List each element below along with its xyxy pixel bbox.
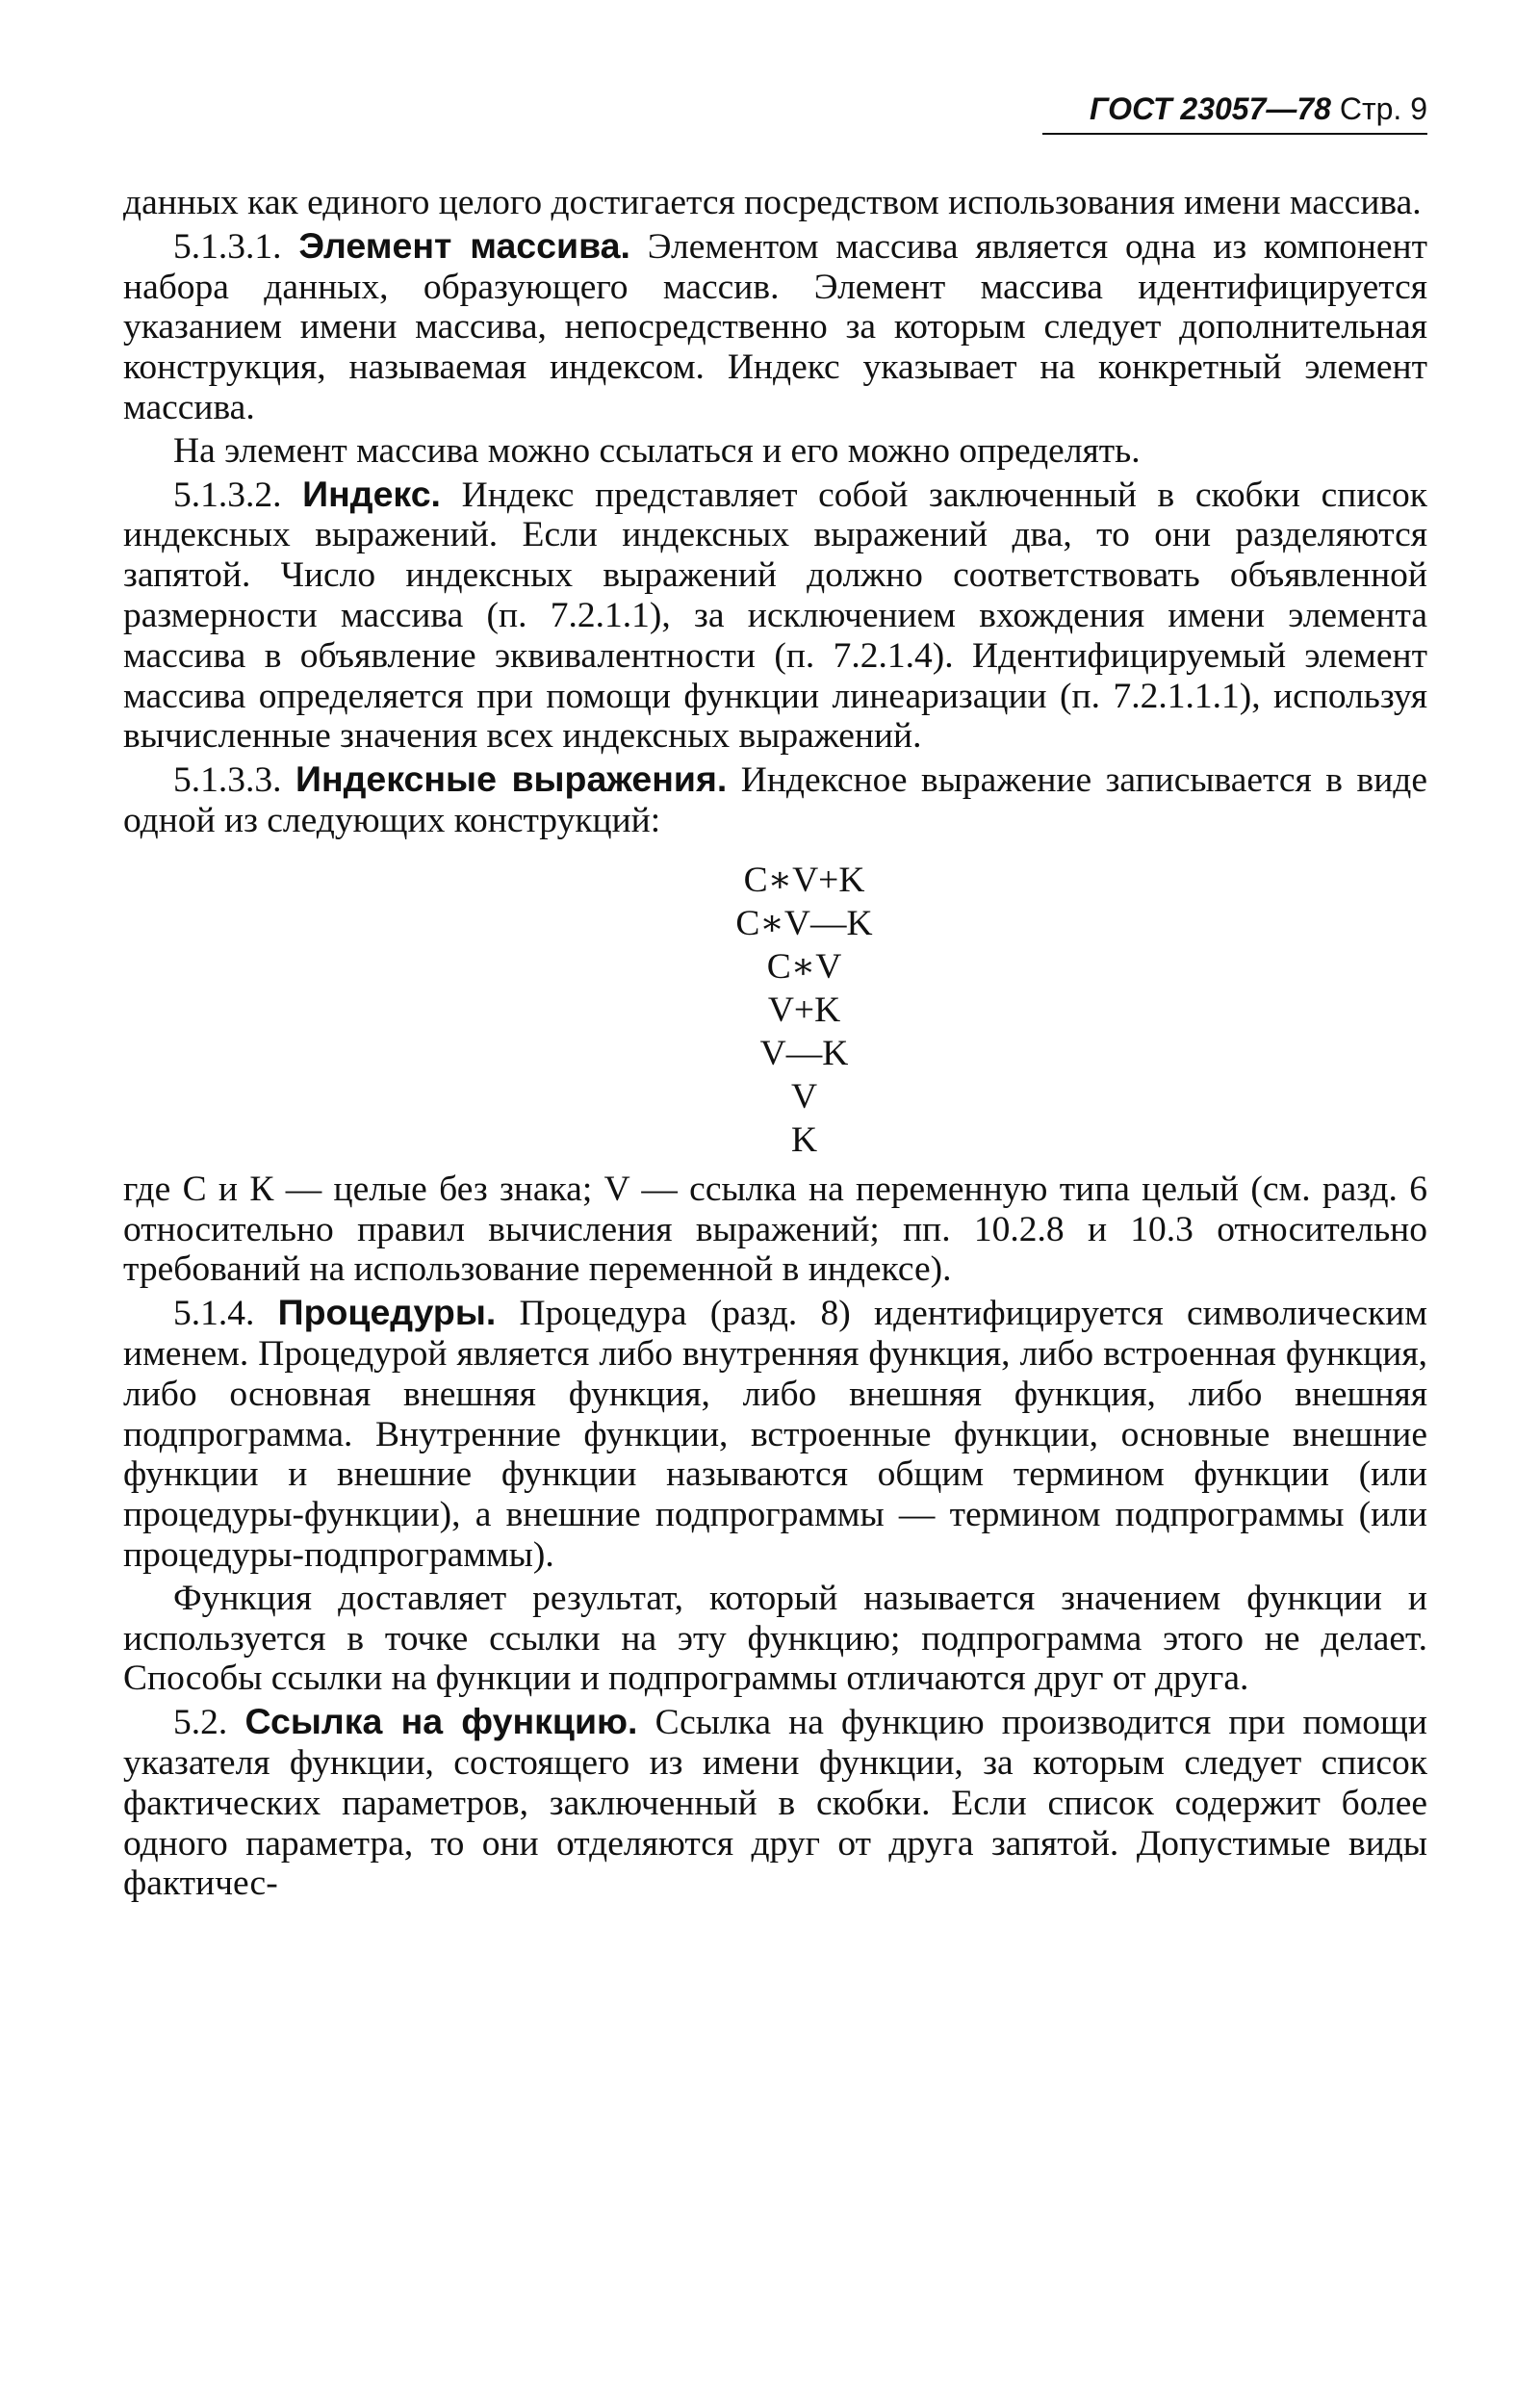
paragraph-text: Индексное выражение записывается в виде одной из следующих конструкций:: [123, 760, 1427, 840]
section-heading: Элемент массива.: [298, 224, 630, 266]
paragraph: [123, 1702, 1427, 1904]
paragraph: [123, 759, 1427, 841]
paragraph: [123, 1170, 1427, 1290]
index-expression-form: C∗V: [766, 946, 842, 987]
formula-list: [123, 859, 1427, 1162]
paragraph: [123, 431, 1427, 472]
paragraph-text: Индекс представляет собой заключенный в скобки список индексных выражений. Если индексных выражений два, то они разделяются запятой. Число индексных выражений должно соответствовать объявленной размерности массива (п. 7.2.1.1), за исключением вхождения имени элемента массива в объявление эквивалентности (п. 7.2.1.4). Идентифицируемый элемент массива определяется при помощи функции линеаризации (п. 7.2.1.1.1), используя вычисленные значения всех индексных выражений.: [123, 475, 1428, 757]
section-heading: Индексные выражения.: [295, 759, 728, 800]
body-text: [123, 183, 1427, 1907]
paragraph-text: Процедура (разд. 8) идентифицируется символическим именем. Процедурой является либо внутренняя функция, либо встроенная функция, либо основная внешняя функция, либо внешняя функция, либо внешняя подпрограмма. Внутренние функции, встроенные функции, основные внешние функции и внешние функции называются общим термином функции (или процедуры-функции), а внешние подпрограммы — термином подпрограммы (или процедуры-подпрограммы).: [123, 1294, 1427, 1575]
paragraph-text: Ссылка на функцию производится при помощи указателя функции, состоящего из имени функции, за которым следует список фактических параметров, заключенный в скобки. Если список содержит более одного параметра, то они отделяются друг от друга запятой. Допустимые виды фактичес-: [123, 1703, 1427, 1904]
paragraph: [123, 226, 1427, 428]
page-header: [1042, 91, 1427, 135]
page-number: Стр. 9: [1339, 91, 1427, 126]
paragraph-text: На элемент массива можно ссылаться и его можно определять.: [173, 430, 1141, 471]
paragraph-text: Элементом массива является одна из компонент набора данных, образующего массив. Элемент массива идентифицируется указанием имени массива, непосредственно за которым следует дополнительная конструкция, называемая индексом. Индекс указывает на конкретный элемент массива.: [123, 226, 1428, 427]
paragraph-text: Функция доставляет результат, который называется значением функции и используется в точке ссылки на эту функцию; подпрограмма этого не делает. Способы ссылки на функции и подпрограммы отличаются друг от друга.: [123, 1578, 1427, 1699]
index-expression-form: V—K: [759, 1033, 849, 1073]
section-heading: Ссылка на функцию.: [244, 1701, 638, 1742]
section-number: 5.1.3.3.: [173, 760, 282, 801]
paragraph: [123, 183, 1427, 223]
index-expression-form: C∗V—K: [735, 903, 873, 943]
index-expression-form: V: [790, 1076, 818, 1117]
index-expression-form: C∗V+K: [743, 860, 865, 900]
section-number: 5.1.3.2.: [173, 475, 282, 515]
index-expression-form: V+K: [767, 990, 841, 1030]
section-heading: Индекс.: [302, 473, 441, 514]
paragraph-text: данных как единого целого достигается посредством использования имени массива.: [123, 183, 1422, 222]
paragraph-text: где С и К — целые без знака; V — ссылка на переменную типа целый (см. разд. 6 относительно правил вычисления выражений; пп. 10.2.8 и 10.3 относительно требований на использование переменной в индексе).: [123, 1169, 1427, 1290]
paragraph: [123, 1579, 1427, 1699]
section-number: 5.2.: [173, 1703, 228, 1743]
index-expression-form: K: [790, 1119, 818, 1160]
section-heading: Процедуры.: [277, 1292, 497, 1333]
paragraph: [123, 475, 1427, 758]
standard-number: ГОСТ 23057—78: [1089, 91, 1331, 126]
paragraph-group-2: [123, 1170, 1427, 1904]
paragraph: [123, 1293, 1427, 1576]
paragraph-group-1: [123, 183, 1427, 841]
section-number: 5.1.4.: [173, 1294, 255, 1334]
section-number: 5.1.3.1.: [173, 226, 282, 267]
